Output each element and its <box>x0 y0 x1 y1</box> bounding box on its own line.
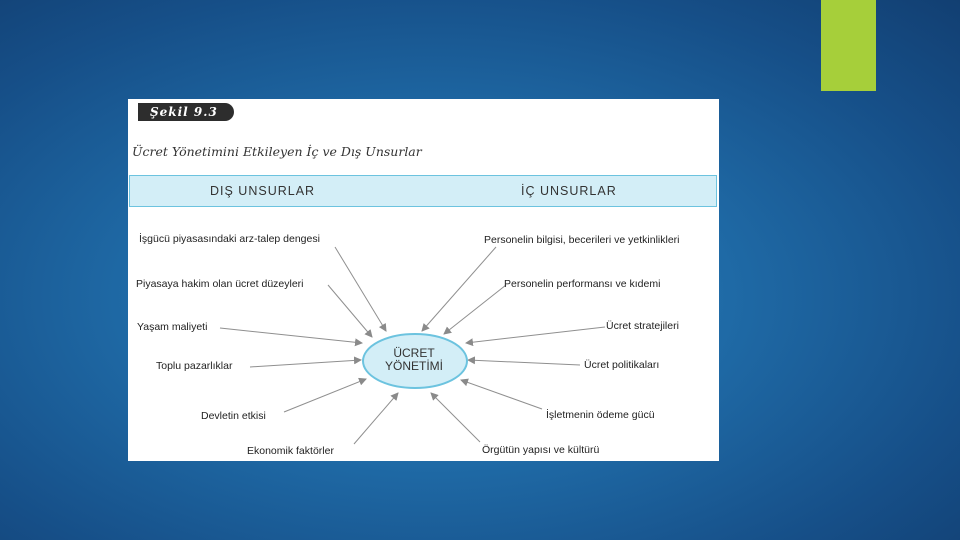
figure <box>128 99 719 461</box>
arrow-ext-6 <box>354 393 398 444</box>
arrow-int-5 <box>461 380 542 409</box>
external-item: Yaşam maliyeti <box>137 321 208 333</box>
center-line2: YÖNETİMİ <box>384 359 443 373</box>
external-item: Ekonomik faktörler <box>247 445 334 457</box>
internal-item: Örgütün yapısı ve kültürü <box>482 444 600 456</box>
arrow-int-6 <box>431 393 480 442</box>
figure-label: Şekil 9.3 <box>138 103 234 121</box>
header-external: DIŞ UNSURLAR <box>210 184 316 198</box>
arrow-ext-2 <box>328 285 372 337</box>
arrow-ext-5 <box>284 379 366 412</box>
arrow-int-4 <box>468 360 580 365</box>
arrow-int-2 <box>444 285 506 334</box>
arrow-ext-3 <box>220 328 362 343</box>
figure-title: Ücret Yönetimini Etkileyen İç ve Dış Unsurlar <box>132 144 422 159</box>
external-item: Devletin etkisi <box>201 410 266 422</box>
internal-item: İşletmenin ödeme gücü <box>546 409 655 421</box>
accent-bar <box>821 0 876 91</box>
internal-item: Ücret politikaları <box>584 359 660 371</box>
external-item: Toplu pazarlıklar <box>156 360 233 372</box>
internal-item: Personelin performansı ve kıdemi <box>504 278 661 290</box>
external-item: Piyasaya hakim olan ücret düzeyleri <box>136 278 304 290</box>
internal-item: Personelin bilgisi, becerileri ve yetkinlikleri <box>484 234 680 246</box>
external-item: İşgücü piyasasındaki arz-talep dengesi <box>139 233 320 245</box>
center-label <box>364 347 464 373</box>
internal-item: Ücret stratejileri <box>606 320 679 332</box>
arrow-int-3 <box>466 327 605 343</box>
arrow-ext-1 <box>335 247 386 331</box>
header-internal: İÇ UNSURLAR <box>521 184 617 198</box>
arrow-ext-4 <box>250 360 361 367</box>
center-line1: ÜCRET <box>393 346 435 360</box>
arrow-int-1 <box>422 247 496 331</box>
